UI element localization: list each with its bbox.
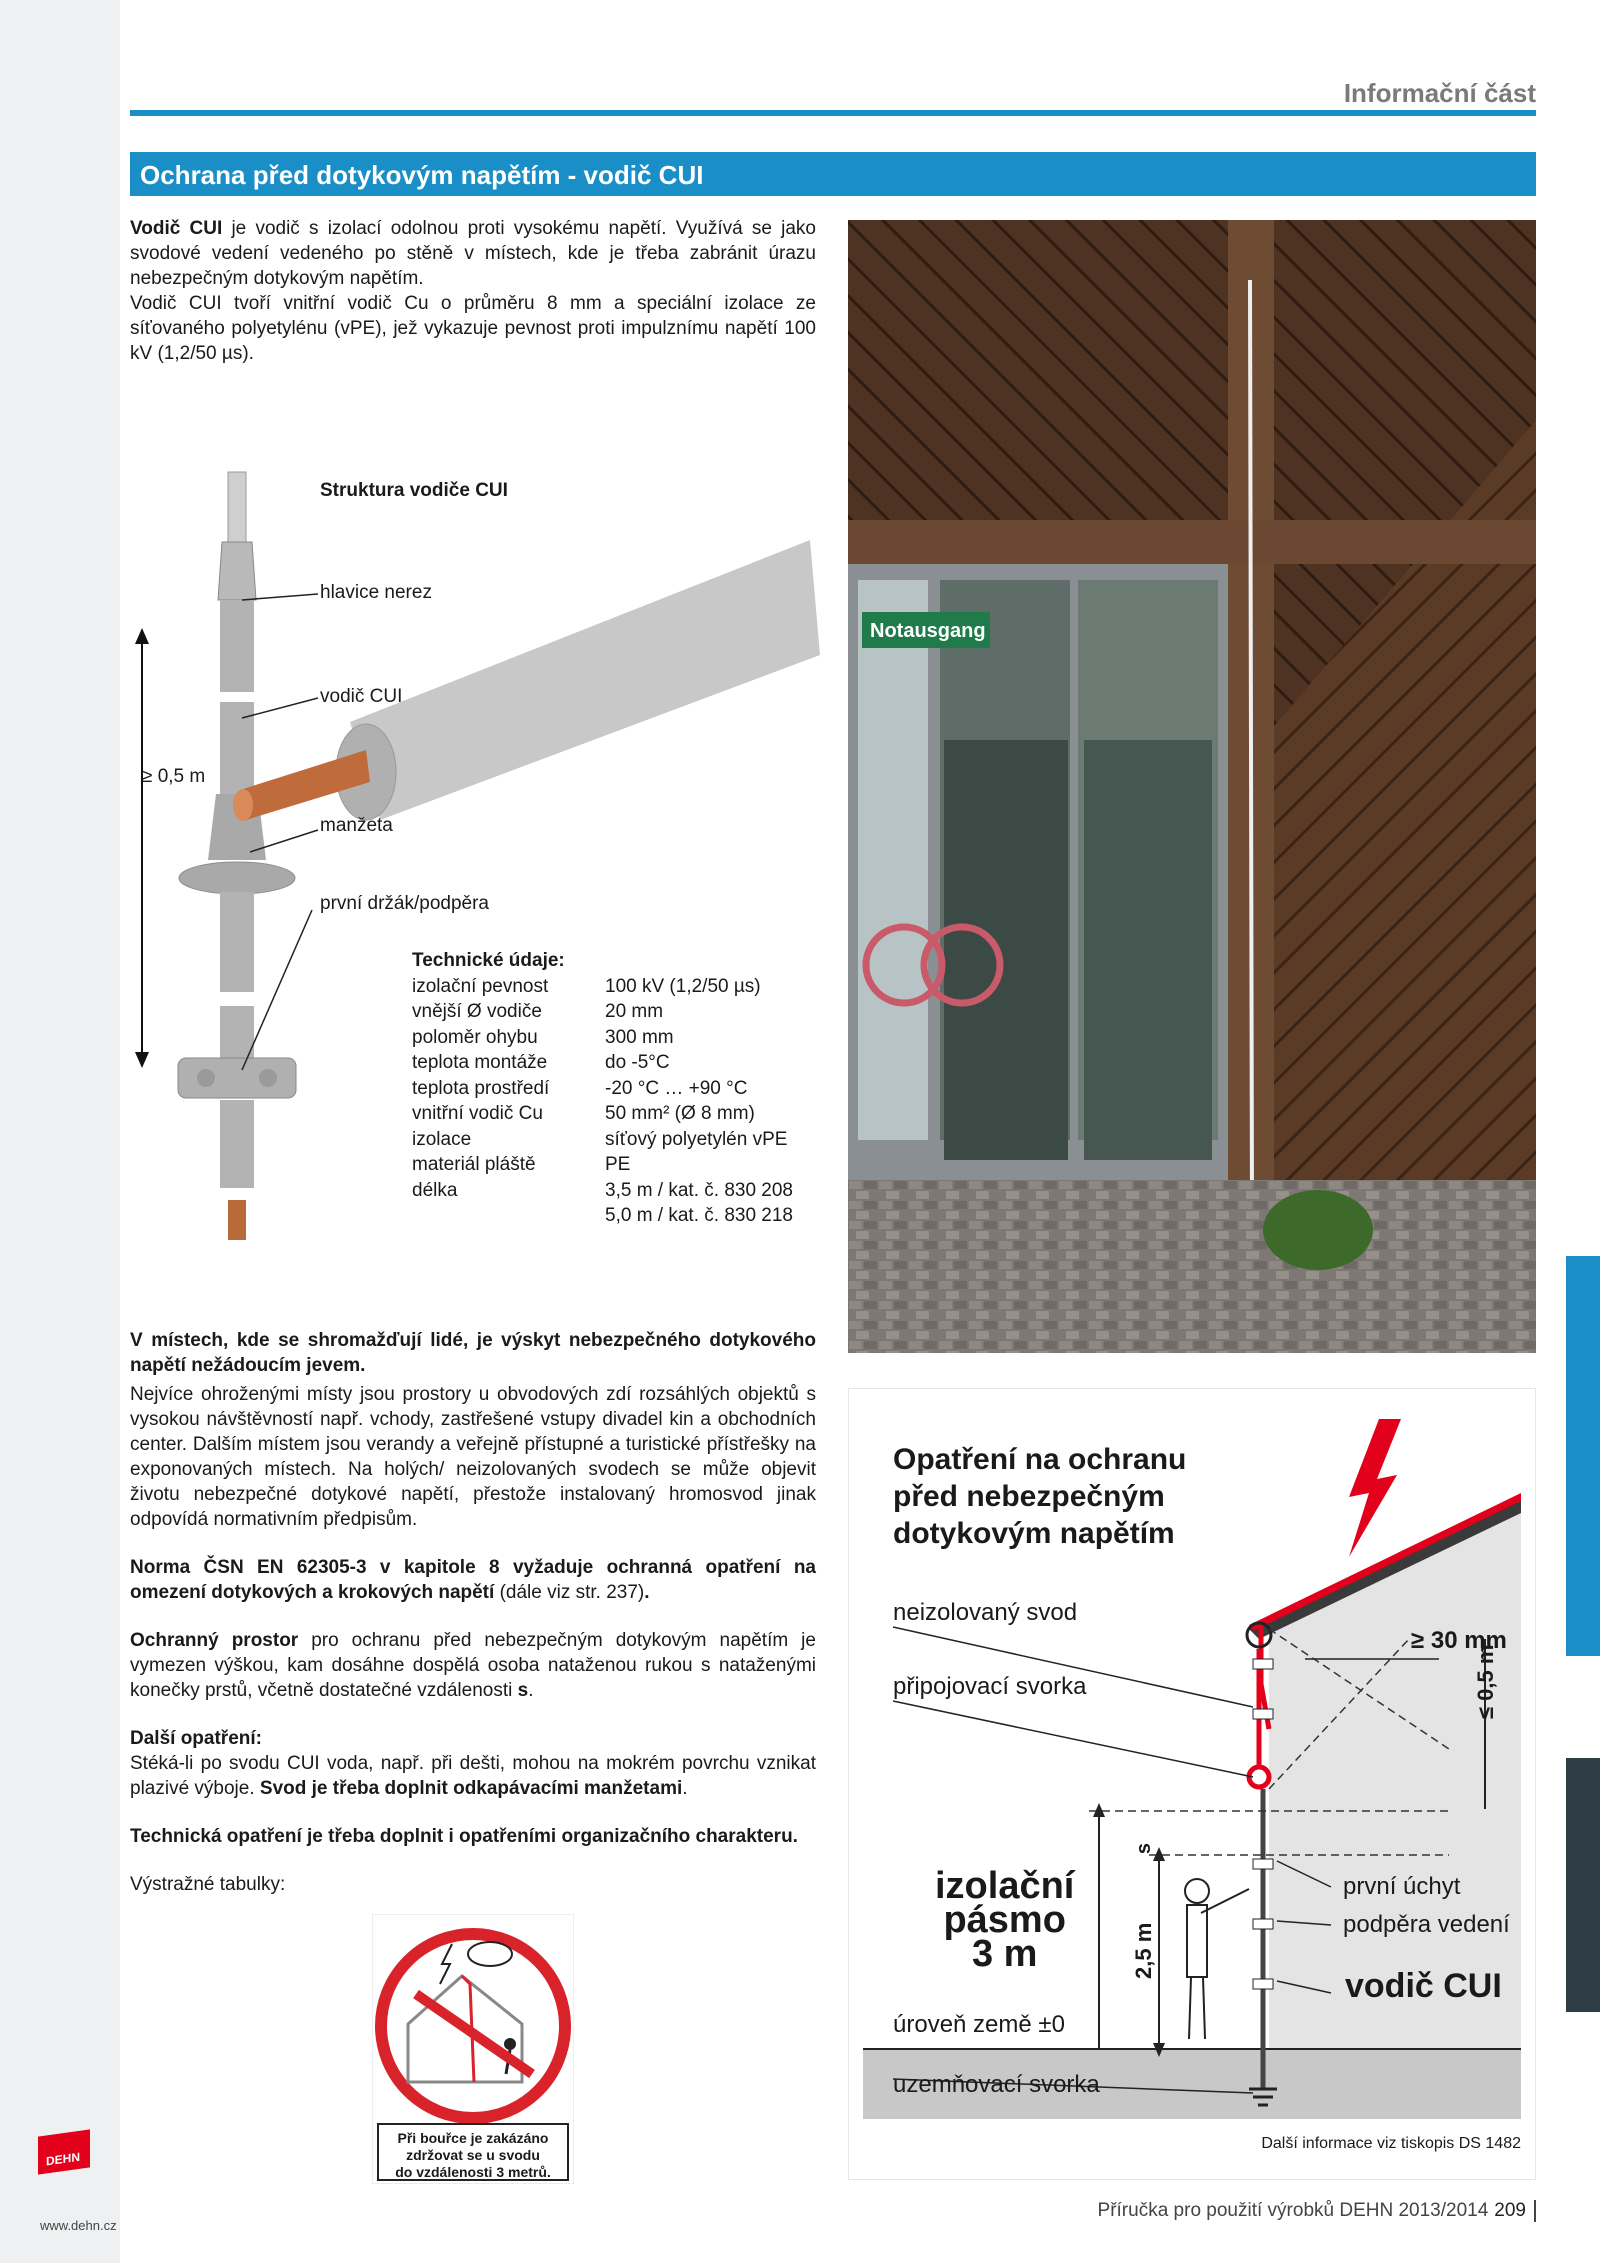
spec-value: 50 mm² (Ø 8 mm) (605, 1103, 755, 1124)
norm-bold: Norma ČSN EN 62305-3 v kapitole 8 vyžaduje ochranná opatření na omezení dotykových a krokových napětí (130, 1557, 816, 1603)
page-number: 209 (1494, 2200, 1536, 2222)
spec-value: -20 °C … +90 °C (605, 1077, 748, 1099)
label-clamp: připojovací svorka (893, 1673, 1087, 1700)
label-zone (935, 1865, 1075, 1975)
spec-key: izolace (412, 1128, 472, 1150)
table-row (412, 1178, 793, 1204)
section-title: Informační část (1343, 78, 1536, 108)
diagram-title-line: dotykovým napětím (893, 1517, 1175, 1550)
warning-line: zdržovat se u svodu (406, 2147, 540, 2163)
technical-table (412, 974, 793, 1229)
table-row (412, 1050, 793, 1076)
spec-key: izolační pevnost (412, 975, 549, 997)
warning-line: Při bouřce je zakázáno (397, 2130, 549, 2146)
label-05m: ≤ 0,5 m (1473, 1644, 1498, 1719)
diagram-note: Další informace viz tiskopis DS 1482 (1261, 2135, 1521, 2152)
spec-value: 5,0 m / kat. č. 830 218 (605, 1205, 793, 1226)
spec-value: 100 kV (1,2/50 µs) (605, 975, 761, 997)
dalsi-end: . (682, 1778, 688, 1799)
label-25m: 2,5 m (1131, 1922, 1156, 1979)
spec-value: do -5°C (605, 1052, 670, 1073)
table-row (412, 1127, 793, 1153)
prostor-s: s (517, 1680, 529, 1701)
warning-label: Výstražné tabulky: (130, 1874, 286, 1895)
label-ground: úroveň země ±0 (893, 2011, 1065, 2038)
prostor-bold: Ochranný prostor (130, 1630, 299, 1651)
label-manzeta: manžeta (320, 815, 393, 836)
zone-line: izolační (935, 1865, 1075, 1907)
technical-heading: Technické údaje: (412, 950, 565, 971)
table-row (412, 1203, 793, 1229)
warning-line: do vzdálenosti 3 metrů. (395, 2164, 551, 2180)
protection-diagram (848, 1388, 1536, 2180)
norm-rest: (dále viz str. 237) (494, 1582, 645, 1603)
chapter-tab-dark (1566, 1758, 1600, 2012)
spec-value: 3,5 m / kat. č. 830 208 (605, 1179, 793, 1201)
spec-key (412, 1203, 605, 1229)
building-photo (848, 220, 1536, 1353)
label-vodic: vodič CUI (320, 686, 403, 707)
dalsi-heading: Další opatření: (130, 1728, 262, 1749)
footer-text: Příručka pro použití výrobků DEHN 2013/2014 (1097, 2200, 1489, 2221)
prostor-rest: pro ochranu před nebezpečným dotykovým napětím je vymezen výškou, kam dosáhne dospělá osoba nataženou rukou s nataženými konečky prstů, včetně dostatečné vzdálenosti (130, 1630, 816, 1701)
spec-value: 300 mm (605, 1026, 674, 1048)
spec-key: poloměr ohybu (412, 1026, 538, 1048)
spec-key: teplota prostředí (412, 1077, 550, 1099)
diagram-title-line: Opatření na ochranu (893, 1443, 1187, 1476)
label-earth: uzemňovací svorka (893, 2071, 1100, 2098)
organizacni-bold: Technická opatření je třeba doplnit i opatřeními organizačního charakteru. (130, 1826, 798, 1847)
website: www.dehn.cz (40, 2218, 117, 2233)
body-text (130, 1328, 816, 1920)
body-heading: V místech, kde se shromažďují lidé, je výskyt nebezpečného dotykového napětí nežádoucím jevem. (130, 1330, 816, 1376)
spec-key: délka (412, 1179, 458, 1201)
spec-key: materiál pláště (412, 1154, 536, 1175)
spec-key: teplota montáže (412, 1052, 548, 1073)
building-photo-illustration (848, 220, 1536, 1353)
spec-key: vnější Ø vodiče (412, 1001, 542, 1022)
structure-title: Struktura vodiče CUI (320, 480, 508, 501)
dalsi-bold: Svod je třeba doplnit odkapávacími manžetami (259, 1778, 683, 1799)
intro-bold: Vodič CUI (130, 218, 223, 239)
label-s: s (1133, 1842, 1156, 1855)
dehn-logo: DEHN (38, 2129, 90, 2174)
warning-sign (372, 1914, 574, 2184)
diagram-title-line: před nebezpečným (893, 1480, 1165, 1513)
prostor-end: . (528, 1680, 534, 1701)
norm-end: . (644, 1582, 650, 1603)
spec-key: vnitřní vodič Cu (412, 1103, 543, 1124)
dalsi-rest: Stéká-li po svodu CUI voda, např. při dešti, mohou na mokrém povrchu vznikat plazivé výboje. (130, 1753, 816, 1799)
table-row (412, 999, 793, 1025)
label-30mm: ≥ 30 mm (1411, 1627, 1507, 1654)
footer (1098, 2200, 1536, 2222)
body-p1: Nejvíce ohroženými místy jsou prostory u obvodových zdí rozsáhlých objektů s vysokou návštěvností např. vchody, zastřešené vstupy divadel kin a obchodních center. Dalším místem jsou verandy a veřejně přístupné a turistické přístřešky na exponovaných místech. Na holých/ neizolovaných svodech se může objevit životu nebezpečné dotykové napětí, přestože instalovaný hromosvod jinak odpovídá normativním předpisům. (130, 1384, 816, 1530)
chapter-tab-blue (1566, 1256, 1600, 1656)
table-row (412, 1101, 793, 1127)
intro-text (130, 216, 816, 366)
left-margin-strip (0, 0, 120, 2263)
diagram-title (893, 1441, 1186, 1552)
exit-sign: Notausgang (870, 620, 986, 642)
warning-sign-text (380, 2130, 566, 2181)
label-first: první úchyt (1343, 1873, 1461, 1900)
intro-p1: je vodič s izolací odolnou proti vysokému napětí. Využívá se jako svodové vedení vedeného po stěně v místech, kde je třeba zabránit úrazu nebezpečným dotykovým napětím. (130, 218, 816, 289)
spec-value: PE (605, 1154, 631, 1175)
page-title: Ochrana před dotykovým napětím - vodič CUI (130, 152, 1536, 196)
label-support: podpěra vedení (1343, 1911, 1510, 1938)
table-row (412, 1025, 793, 1051)
header-rule (130, 110, 1536, 116)
label-drzak: první držák/podpěra (320, 893, 489, 914)
zone-line: pásmo (943, 1899, 1066, 1941)
label-cui: vodič CUI (1345, 1967, 1502, 2005)
table-row (412, 974, 793, 1000)
table-row (412, 1076, 793, 1102)
table-row (412, 1152, 793, 1178)
intro-p2: Vodič CUI tvoří vnitřní vodič Cu o průměru 8 mm a speciální izolace ze síťovaného polyetylénu (vPE), jež vykazuje pevnost proti impulznímu napětí 100 kV (1,2/50 µs). (130, 293, 816, 364)
label-unins: neizolovaný svod (893, 1599, 1078, 1626)
label-hlavice: hlavice nerez (320, 582, 432, 603)
technical-data (412, 948, 793, 1229)
dimension-label: ≥ 0,5 m (142, 766, 206, 787)
zone-line: 3 m (971, 1933, 1038, 1975)
spec-value: 20 mm (605, 1001, 664, 1022)
spec-value: síťový polyetylén vPE (605, 1128, 788, 1150)
